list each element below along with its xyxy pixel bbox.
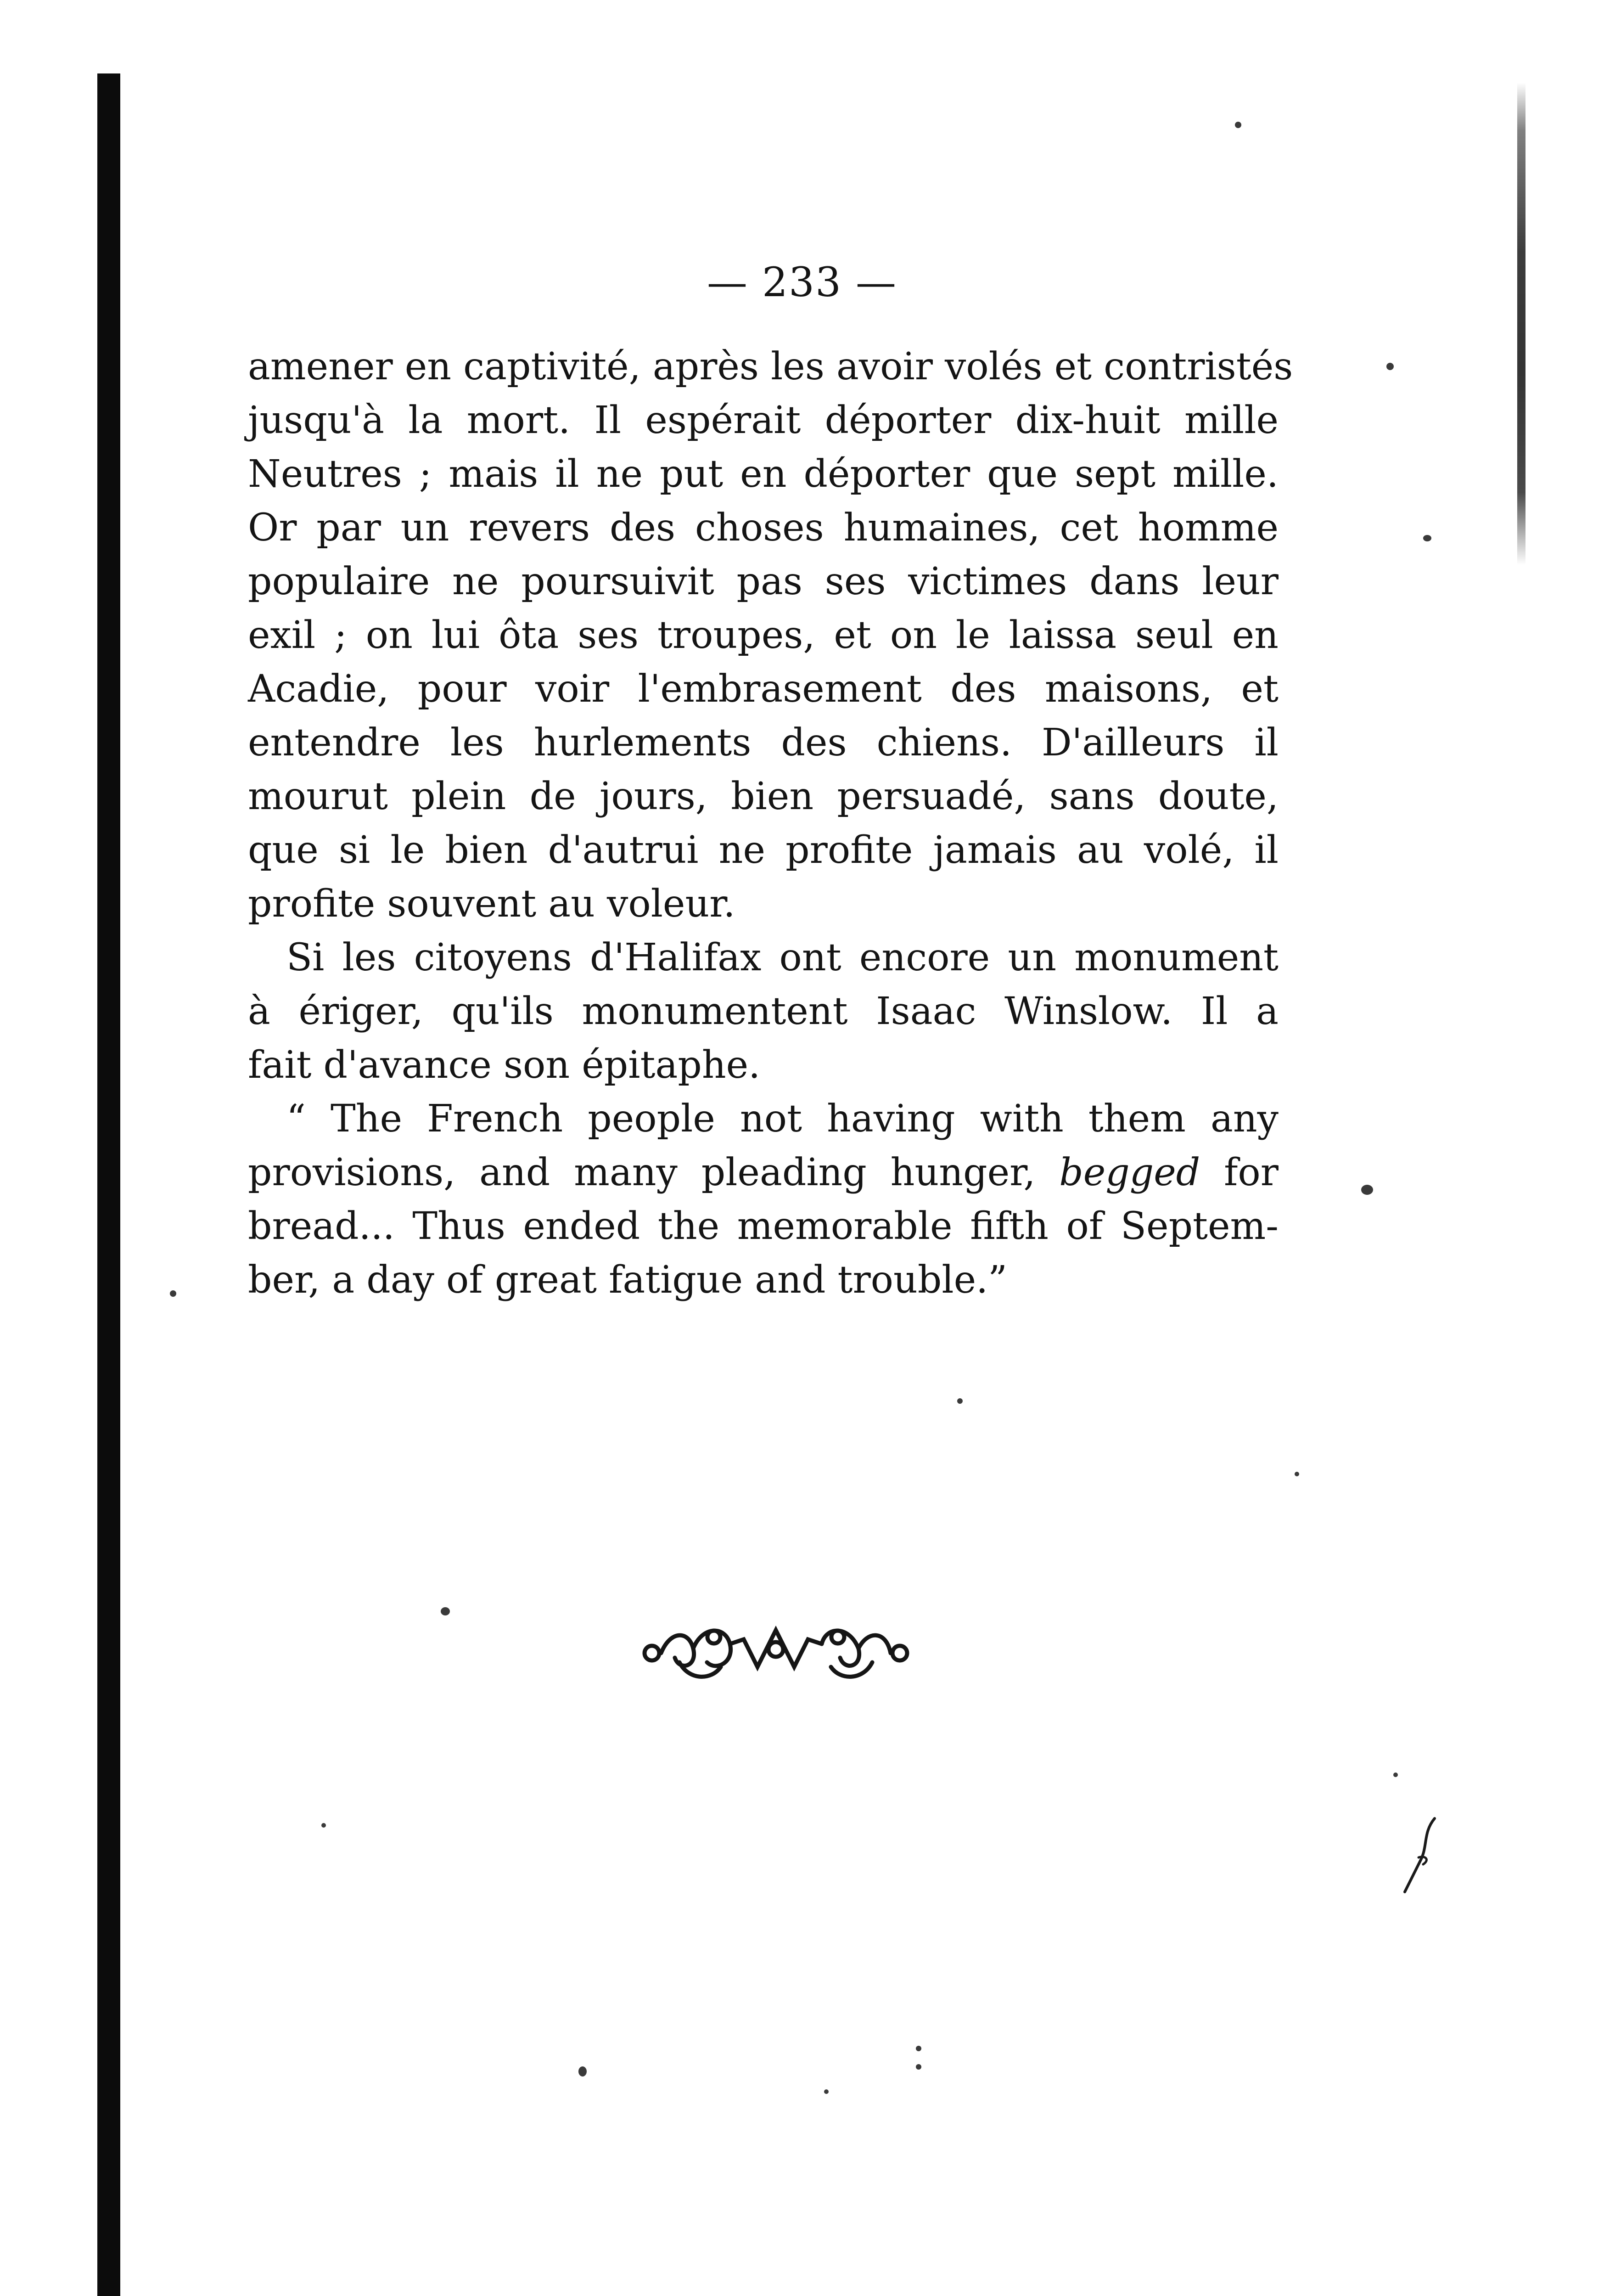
text-line: que si le bien d'autrui ne profite jamais au volé, il xyxy=(248,828,1279,872)
text-line: fait d'avance son épitaphe. xyxy=(248,1043,761,1087)
paper-speck xyxy=(916,2064,921,2070)
paper-speck xyxy=(824,2089,829,2094)
body-text xyxy=(248,340,1293,1307)
paper-speck xyxy=(170,1290,176,1297)
paper-speck xyxy=(957,1398,963,1404)
text-line: bread... Thus ended the memorable fifth of Septem- xyxy=(248,1204,1279,1248)
paper-speck xyxy=(1361,1185,1373,1195)
text-line: mourut plein de jours, bien persuadé, sans doute, xyxy=(248,775,1279,818)
text-line: entendre les hurlements des chiens. D'ailleurs il xyxy=(248,721,1279,765)
text-line: exil ; on lui ôta ses troupes, et on le laissa seul en xyxy=(248,613,1279,657)
paper-speck xyxy=(1386,363,1394,370)
page-number: — 233 — xyxy=(707,259,897,306)
text-line: jusqu'à la mort. Il espérait déporter dix-huit mille xyxy=(248,399,1279,442)
text-line: ber, a day of great fatigue and trouble.” xyxy=(248,1258,1008,1302)
text-line: Or par un revers des choses humaines, cet homme xyxy=(248,506,1279,550)
italic-word: begged xyxy=(1059,1151,1200,1194)
text-line: Acadie, pour voir l'embrasement des maisons, et xyxy=(248,667,1279,711)
text-line: profite souvent au voleur. xyxy=(248,882,735,926)
paper-speck xyxy=(916,2046,921,2051)
text-line: amener en captivité, après les avoir volés et contristés xyxy=(248,345,1293,388)
text-line: à ériger, qu'ils monumentent Isaac Winslow. Il a xyxy=(248,990,1279,1033)
paper-speck xyxy=(441,1607,450,1615)
ornamental-tailpiece-icon xyxy=(638,1612,914,1685)
ink-flourish-icon xyxy=(1400,1814,1446,1896)
text-line: populaire ne poursuivit pas ses victimes dans leur xyxy=(248,560,1279,603)
paragraph-start-line: Si les citoyens d'Halifax ont encore un monument xyxy=(286,936,1279,979)
quote-line-italic xyxy=(248,1146,1279,1199)
binding-edge-shadow xyxy=(97,73,120,2296)
paper-speck xyxy=(1393,1773,1398,1777)
quote-text: provisions, and many pleading hunger, xyxy=(248,1151,1060,1194)
paper-speck xyxy=(1235,122,1241,128)
quote-text: for xyxy=(1200,1151,1279,1194)
page-edge-shadow xyxy=(1517,83,1525,565)
quote-start-line: “ The French people not having with them any xyxy=(286,1097,1279,1141)
paper-speck xyxy=(1423,535,1431,541)
paper-speck xyxy=(321,1823,326,1828)
paper-speck xyxy=(1295,1472,1299,1476)
text-line: Neutres ; mais il ne put en déporter que sept mille. xyxy=(248,452,1279,496)
paper-speck xyxy=(578,2066,587,2077)
